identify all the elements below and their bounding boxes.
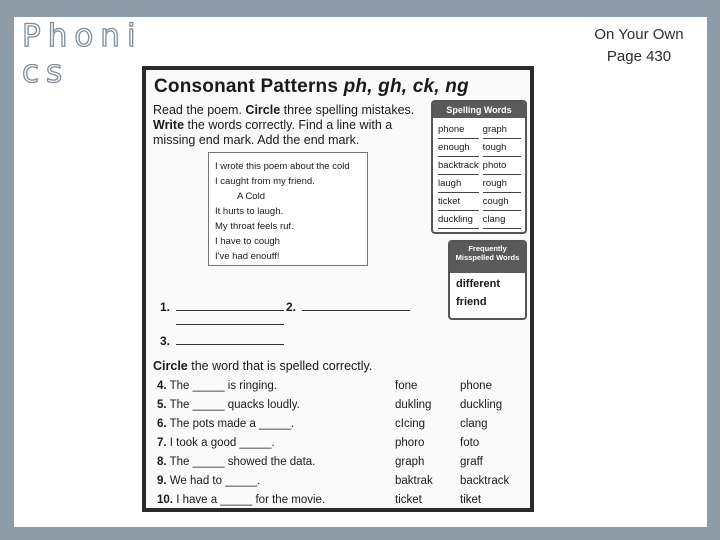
blank-line <box>176 315 284 325</box>
question-row <box>153 454 528 473</box>
question-stem: The _____ quacks loudly. <box>166 399 300 411</box>
answer-blank-3 <box>160 334 284 348</box>
blank-line <box>176 301 284 311</box>
instr-line1-a: Read the poem. <box>153 103 246 117</box>
answer-blank-1-second-line <box>160 314 284 328</box>
spelling-word: graph <box>483 121 521 139</box>
question-stem: We had to _____. <box>166 475 261 487</box>
question-row <box>153 473 528 492</box>
question-stem: The pots made a _____. <box>166 418 295 430</box>
question-number: 7. <box>157 437 167 449</box>
question-stem: I took a good _____. <box>166 437 275 449</box>
circle-instructions <box>153 359 372 373</box>
spelling-word: duckling <box>438 211 479 229</box>
spelling-word: laugh <box>438 175 479 193</box>
spelling-words-grid <box>433 118 525 229</box>
question-option: tiket <box>460 494 482 506</box>
question-option: dukling <box>395 399 432 411</box>
page-reference-line1: On Your Own <box>594 26 684 43</box>
spelling-word: backtrack <box>438 157 479 175</box>
blank-line <box>176 335 284 345</box>
question-number: 5. <box>157 399 167 411</box>
answer-blank-2 <box>286 300 410 314</box>
spelling-word: cough <box>483 193 521 211</box>
question-number: 10. <box>157 494 173 506</box>
question-option: fone <box>395 380 418 392</box>
poem-title: A Cold <box>237 191 265 202</box>
worksheet-title-italic: ph, gh, ck, ng <box>343 76 469 97</box>
question-option: phone <box>460 380 492 392</box>
worksheet-instructions <box>153 103 428 148</box>
question-option: ticket <box>395 494 422 506</box>
instr-write-word: Write <box>153 118 185 132</box>
poem-line: I have to cough <box>215 236 280 247</box>
question-stem: I have a _____ for the movie. <box>173 494 326 506</box>
question-option: clang <box>460 418 488 430</box>
spelling-words-heading: Spelling Words <box>433 102 525 118</box>
question-number: 6. <box>157 418 167 430</box>
instr-line3: missing end mark. Add the end mark. <box>153 133 360 147</box>
instr-line2-b: the words correctly. Find a line with a <box>184 118 393 132</box>
question-option: cIcing <box>395 418 426 430</box>
instr-line1-b: three spelling mistakes. <box>280 103 415 117</box>
poem-box <box>208 152 368 266</box>
blank-label: 2. <box>286 300 297 314</box>
question-option: phoro <box>395 437 425 449</box>
spelling-word: phone <box>438 121 479 139</box>
blank-line <box>302 301 410 311</box>
frequently-misspelled-heading: Frequently Misspelled Words <box>450 242 525 273</box>
question-row <box>153 397 528 416</box>
question-list <box>153 378 528 511</box>
page-reference <box>580 24 698 68</box>
question-row <box>153 416 528 435</box>
question-option: baktrak <box>395 475 433 487</box>
slide-title: Phonics <box>22 18 143 90</box>
worksheet-title <box>154 76 469 98</box>
question-stem: The _____ is ringing. <box>166 380 277 392</box>
spelling-word: rough <box>483 175 521 193</box>
question-row <box>153 435 528 454</box>
poem-line: It hurts to laugh. <box>215 206 284 217</box>
spelling-word: enough <box>438 139 479 157</box>
spelling-word: photo <box>483 157 521 175</box>
spelling-words-box <box>431 100 527 234</box>
poem-line: I caught from my friend. <box>215 176 315 187</box>
question-option: graph <box>395 456 425 468</box>
blank-label: 3. <box>160 334 171 348</box>
worksheet-title-plain: Consonant Patterns <box>154 76 344 97</box>
spelling-word: ticket <box>438 193 479 211</box>
frequently-misspelled-list <box>450 273 525 313</box>
question-row <box>153 492 528 511</box>
question-number: 8. <box>157 456 167 468</box>
circle-word: Circle <box>153 359 188 373</box>
worksheet-image <box>142 66 534 512</box>
question-stem: The _____ showed the data. <box>166 456 316 468</box>
spelling-word: clang <box>483 211 521 229</box>
question-row <box>153 378 528 397</box>
misspelled-word: friend <box>456 296 487 308</box>
blank-label: 1. <box>160 300 171 314</box>
poem-line: I wrote this poem about the cold <box>215 161 350 172</box>
poem-line: My throat feels ruf. <box>215 221 294 232</box>
poem-line: I've had enouff! <box>215 251 280 262</box>
question-number: 4. <box>157 380 167 392</box>
question-option: duckling <box>460 399 503 411</box>
instr-circle-word: Circle <box>245 103 281 117</box>
question-option: backtrack <box>460 475 510 487</box>
spelling-word: tough <box>483 139 521 157</box>
frequently-misspelled-box <box>448 240 527 320</box>
question-option: foto <box>460 437 480 449</box>
misspelled-word: different <box>456 278 500 290</box>
circle-rest: the word that is spelled correctly. <box>187 359 373 373</box>
page-reference-line2: Page 430 <box>606 48 672 65</box>
answer-blank-1 <box>160 300 284 314</box>
question-option: graff <box>460 456 483 468</box>
question-number: 9. <box>157 475 167 487</box>
